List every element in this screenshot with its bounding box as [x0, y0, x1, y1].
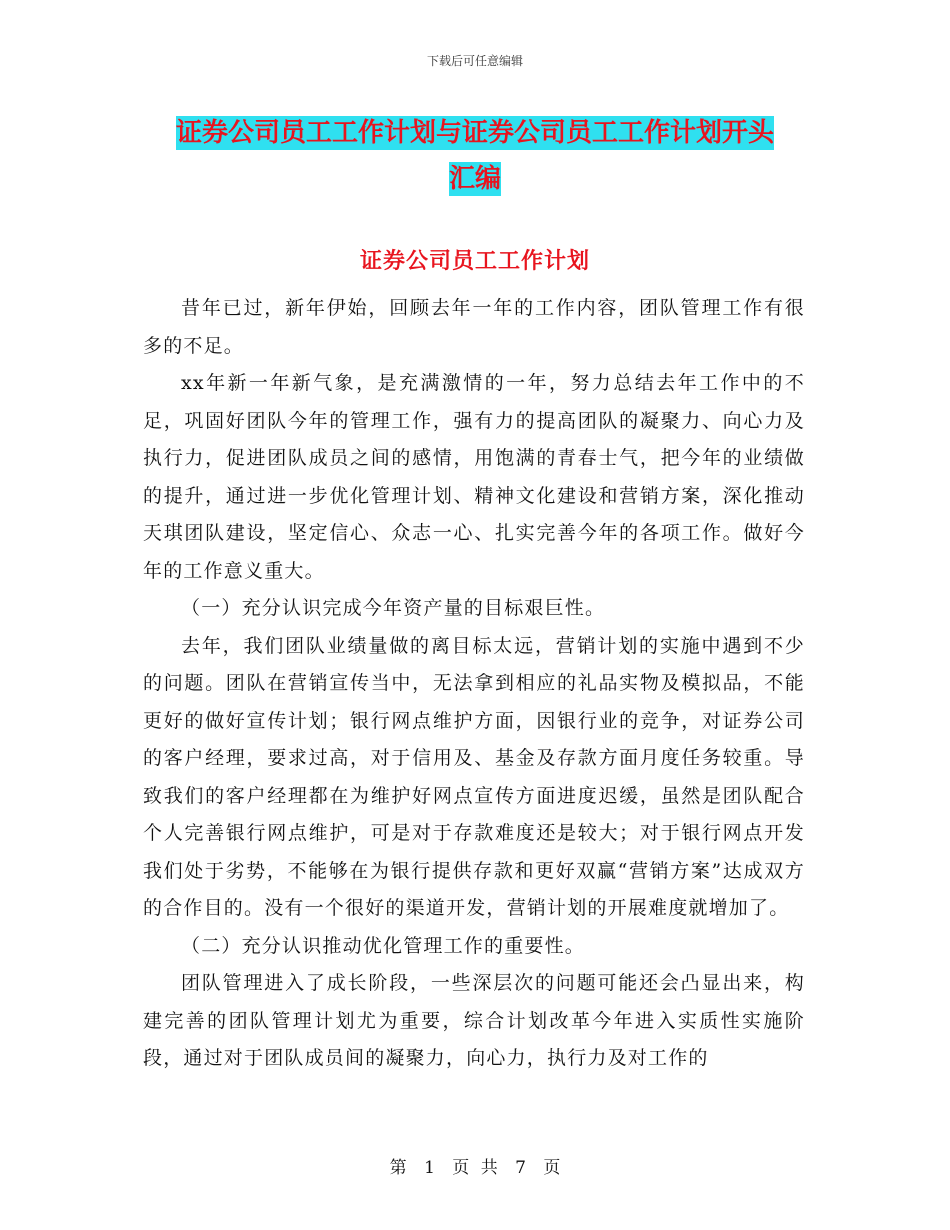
footer-total-pages: 7 — [515, 1158, 526, 1178]
document-body — [143, 290, 805, 1078]
footer-prefix: 第 — [389, 1158, 407, 1178]
page-footer — [0, 1153, 950, 1178]
paragraph-last-year: 去年，我们团队业绩量做的离目标太远，营销计划的实施中遇到不少的问题。团队在营销宣传当中，无法拿到相应的礼品实物及模拟品，不能更好的做好宣传计划；银行网点维护方面，因银行业的竞争，对证券公司的客户经理，要求过高，对于信用及、基金及存款方面月度任务较重。导致我们的客户经理都在为维护好网点宣传方面进度迟缓，虽然是团队配合个人完善银行网点维护，可是对于存款难度还是较大；对于银行网点开发我们处于劣势，不能够在为银行提供存款和更好双赢“营销方案”达成双方的合作目的。没有一个很好的渠道开发，营销计划的开展难度就增加了。 — [143, 634, 805, 919]
footer-suffix: 页 — [543, 1158, 561, 1178]
paragraph-subheading-2: （二）充分认识推动优化管理工作的重要性。 — [181, 934, 586, 957]
footer-mid: 页 共 — [452, 1158, 498, 1178]
footer-page-number: 1 — [424, 1158, 435, 1178]
paragraph-new-year: xx年新一年新气象，是充满激情的一年，努力总结去年工作中的不足，巩固好团队今年的管理工作，强有力的提高团队的凝聚力、向心力及执行力，促进团队成员之间的感情，用饱满的青春士气，把今年的业绩做的提升，通过进一步优化管理计划、精神文化建设和营销方案，深化推动天琪团队建设，坚定信心、众志一心、扎实完善今年的各项工作。做好今年的工作意义重大。 — [143, 372, 805, 582]
paragraph-subheading-1: （一）充分认识完成今年资产量的目标艰巨性。 — [181, 597, 606, 619]
paragraph-team-management: 团队管理进入了成长阶段，一些深层次的问题可能还会凸显出来，构建完善的团队管理计划尤为重要，综合计划改革今年进入实质性实施阶段，通过对于团队成员间的凝聚力，向心力，执行力及对工作的 — [143, 972, 805, 1069]
header-note: 下载后可任意编辑 — [426, 54, 523, 68]
document-title — [0, 110, 950, 202]
document-title-line-2: 汇编 — [448, 164, 501, 194]
document-title-line-1: 证券公司员工工作计划与证券公司员工工作计划开头 — [175, 118, 774, 148]
section-heading: 证券公司员工工作计划 — [359, 248, 590, 274]
paragraph-intro: 昔年已过，新年伊始，回顾去年一年的工作内容，团队管理工作有很多的不足。 — [143, 297, 805, 357]
